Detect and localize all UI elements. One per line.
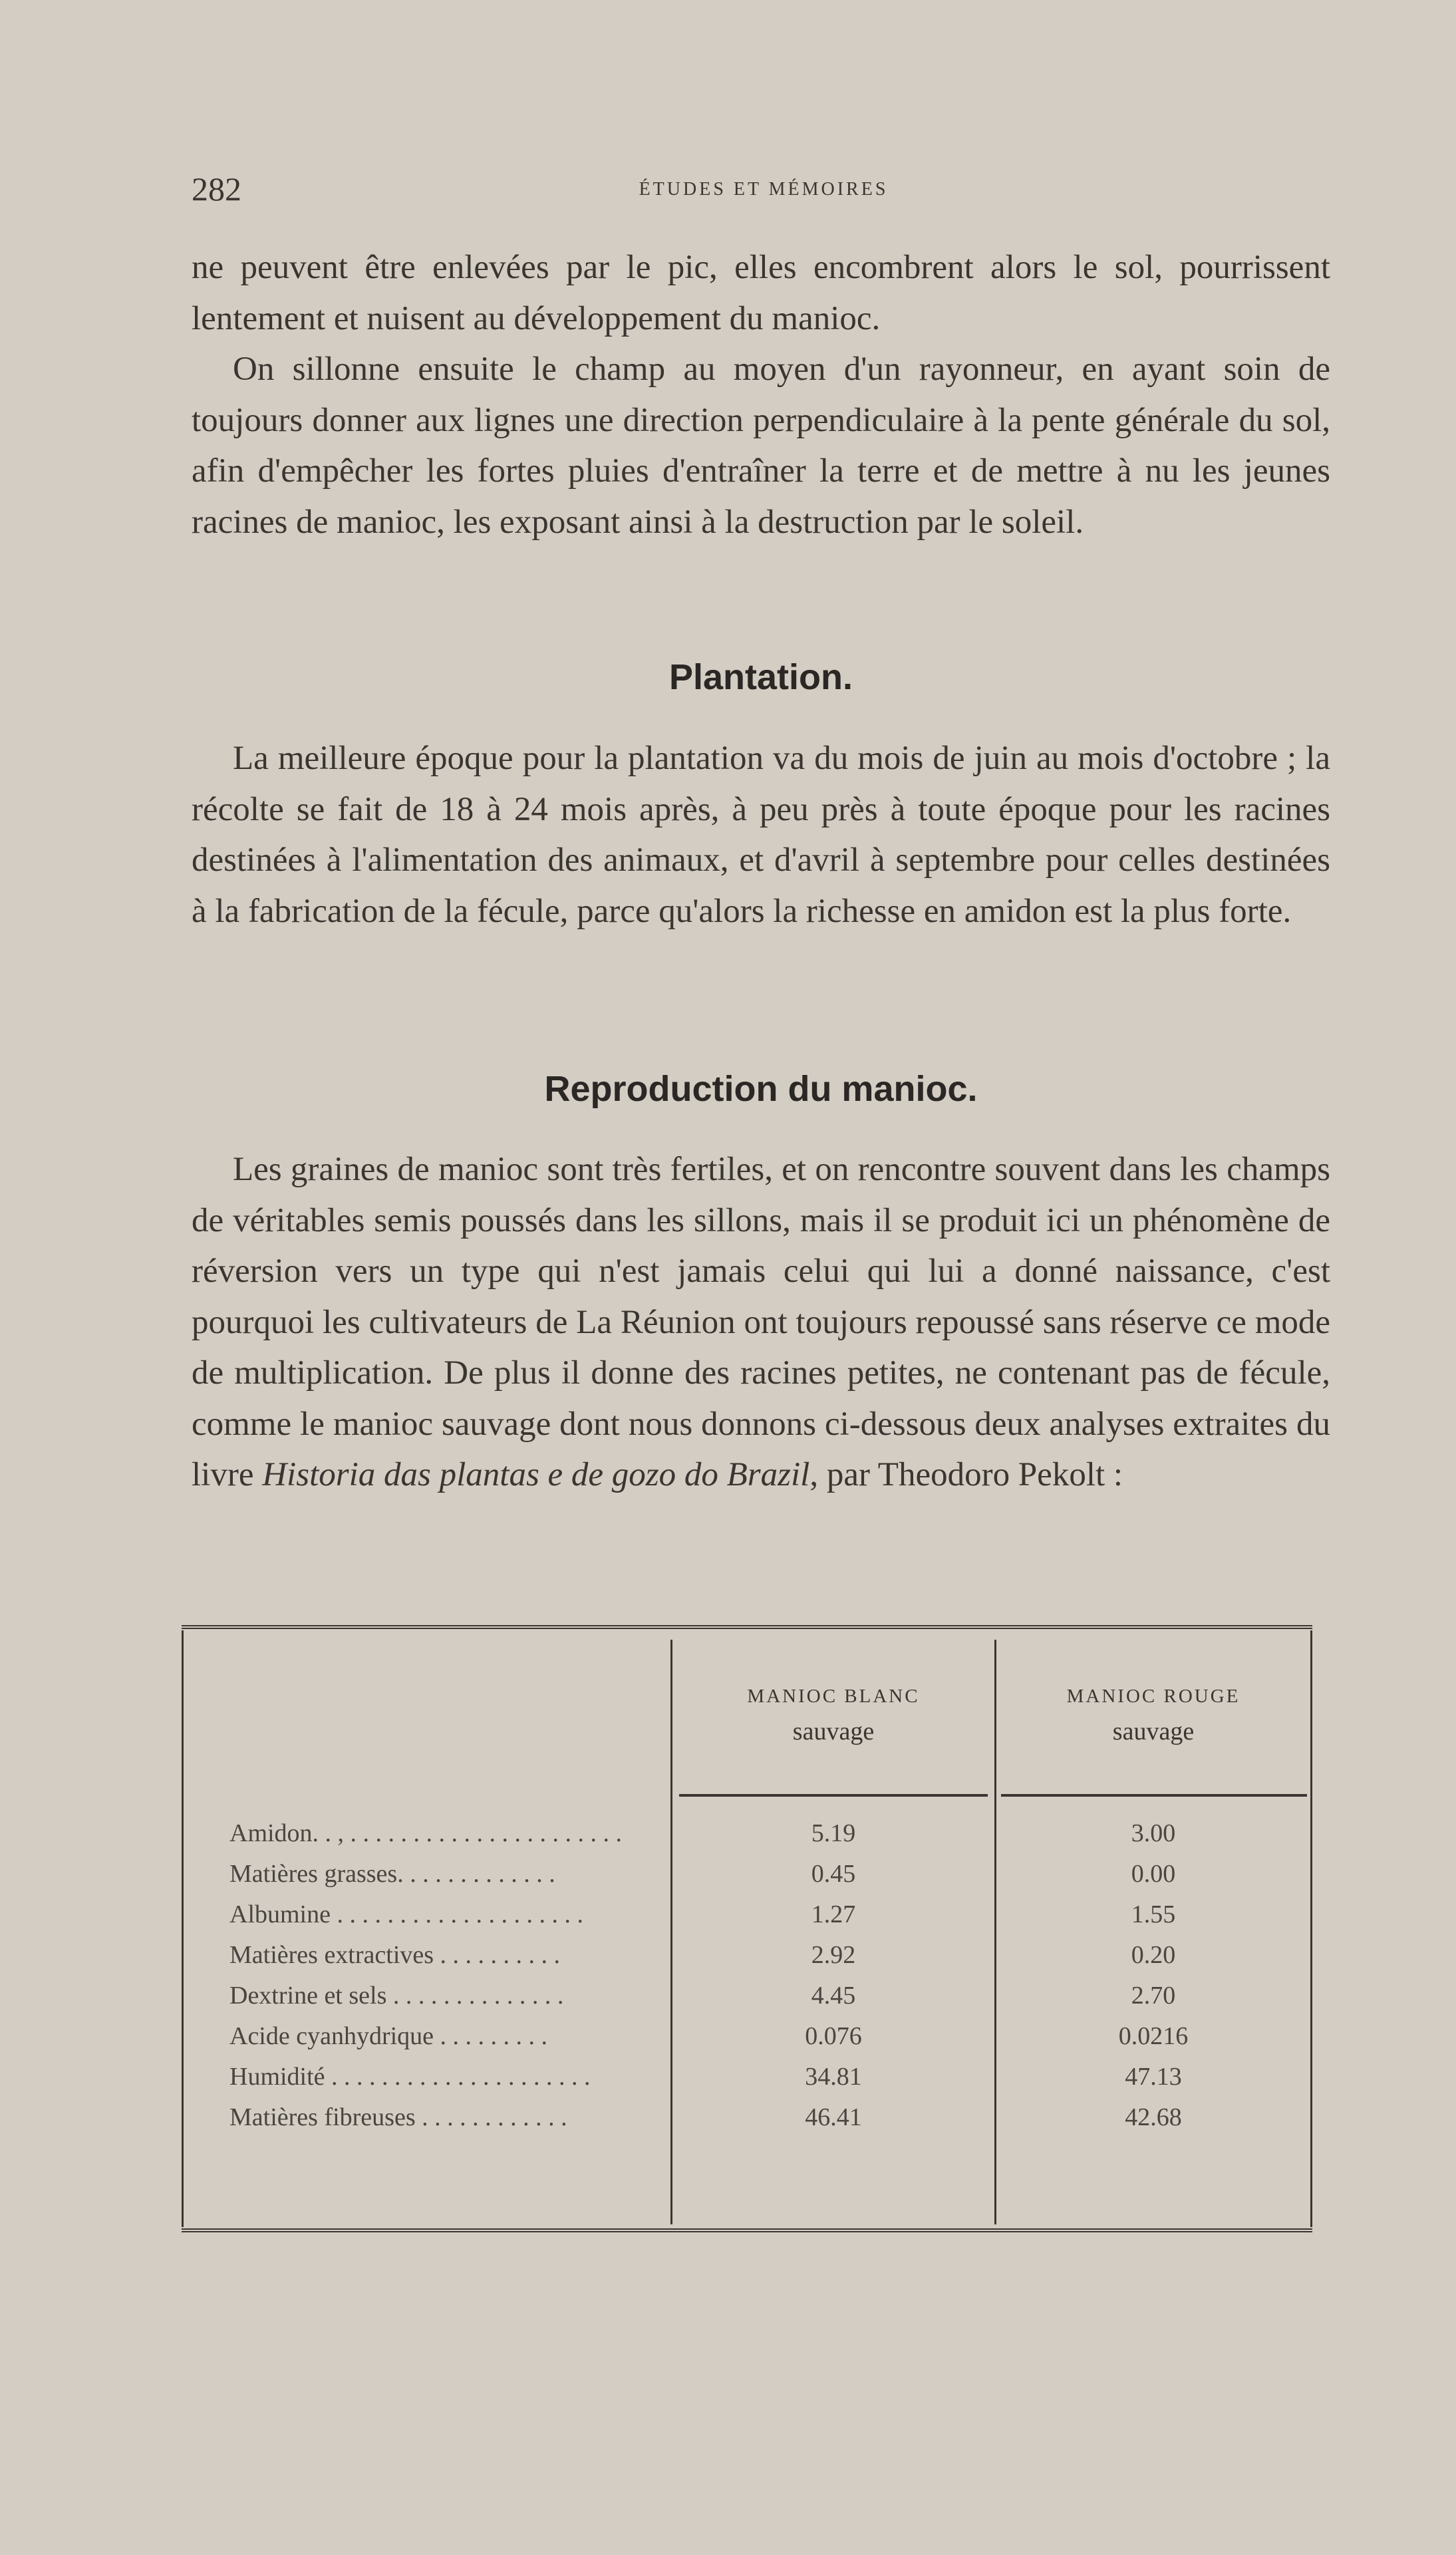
running-head: ÉTUDES ET MÉMOIRES [639, 179, 889, 200]
analysis-table [182, 1625, 1312, 2232]
value-rouge: 2.70 [1131, 1982, 1176, 2010]
column-subtitle: sauvage [792, 1718, 875, 1745]
row-label: Amidon. . , . . . . . . . . . . . . . . . . . . . . . . [229, 1819, 623, 1847]
section-heading-reproduction: Reproduction du manioc. [544, 1069, 978, 1109]
row-label: Humidité . . . . . . . . . . . . . . . . . . . . . [229, 2063, 591, 2091]
table-row [182, 2103, 1312, 2143]
value-blanc: 5.19 [811, 1819, 856, 1847]
value-blanc: 34.81 [805, 2063, 862, 2091]
paragraph: La meilleure époque pour la plantation va du mois de juin au mois d'octobre ; la récolte se fait de 18 à 24 mois après, à peu près à toute époque pour les racines destinées à l'alimentation des animaux, et d'avril à septembre pour celles destinées à la fabrication de la fécule, parce qu'alors la richesse en amidon est la plus forte. [192, 740, 1330, 930]
text-run: Les graines de manioc sont très fertiles, et on rencontre souvent dans les champs de véritables semis poussés dans les sillons, mais il se produit ici un phénomène de réversion vers un type qui n'est jamais celui qui lui a donné naissance, c'est pourquoi les cultivateurs de La Réunion ont toujours repoussé sans réserve ce mode de multiplication. De plus il donne des racines petites, ne contenant pas de fécule, comme le manioc sauvage dont nous donnons ci-dessous deux analyses extraites du livre [192, 1151, 1330, 1493]
table-row [182, 1819, 1312, 1859]
value-blanc: 0.45 [811, 1860, 856, 1888]
header-rule [679, 1794, 988, 1797]
table-row [182, 2062, 1312, 2103]
page-header [192, 170, 1336, 216]
column-header-rouge [997, 1686, 1310, 1746]
value-blanc: 0.076 [805, 2022, 862, 2050]
row-label: Albumine . . . . . . . . . . . . . . . . . . . . [229, 1900, 583, 1928]
row-label: Dextrine et sels . . . . . . . . . . . . . . [229, 1982, 564, 2010]
value-rouge: 42.68 [1125, 2103, 1182, 2131]
table-row [182, 1900, 1312, 1940]
value-blanc: 1.27 [811, 1900, 856, 1928]
value-rouge: 0.00 [1131, 1860, 1176, 1888]
row-label: Matières grasses. . . . . . . . . . . . . [229, 1860, 555, 1888]
row-label: Matières fibreuses . . . . . . . . . . . . [229, 2103, 567, 2131]
value-blanc: 4.45 [811, 1982, 856, 2010]
table-row [182, 1981, 1312, 2022]
table-row [182, 1859, 1312, 1900]
value-rouge: 0.20 [1131, 1941, 1176, 1969]
text-run: , par Theodoro Pekolt : [809, 1456, 1123, 1493]
value-blanc: 2.92 [811, 1941, 856, 1969]
table-row [182, 1940, 1312, 1981]
book-title: Historia das plantas e de gozo do Brazil [262, 1456, 810, 1493]
table-row [182, 2022, 1312, 2062]
value-rouge: 3.00 [1131, 1819, 1176, 1847]
reproduction-text [192, 1144, 1330, 1501]
intro-text [192, 242, 1330, 547]
column-header-blanc [674, 1686, 992, 1746]
paragraph: On sillonne ensuite le champ au moyen d'un rayonneur, en ayant soin de toujours donner aux lignes une direction perpendiculaire à la pente générale du sol, afin d'empêcher les fortes pluies d'entraîner la terre et de mettre à nu les jeunes racines de manioc, les exposant ainsi à la destruction par le soleil. [192, 351, 1330, 541]
value-blanc: 46.41 [805, 2103, 862, 2131]
row-label: Acide cyanhydrique . . . . . . . . . [229, 2022, 548, 2050]
value-rouge: 1.55 [1131, 1900, 1176, 1928]
row-label: Matières extractives . . . . . . . . . . [229, 1941, 561, 1969]
column-title: MANIOC BLANC [747, 1686, 920, 1707]
section-heading-plantation: Plantation. [668, 657, 853, 697]
column-subtitle: sauvage [1112, 1718, 1195, 1745]
page-number: 282 [192, 170, 241, 208]
header-rule [1001, 1794, 1307, 1797]
value-rouge: 0.0216 [1118, 2022, 1189, 2050]
plantation-text [192, 733, 1330, 937]
value-rouge: 47.13 [1125, 2063, 1182, 2091]
paragraph [192, 1144, 1330, 1501]
paragraph: ne peuvent être enlevées par le pic, elles encombrent alors le sol, pourrissent lentement et nuisent au développement du manioc. [192, 249, 1330, 337]
column-title: MANIOC ROUGE [1066, 1686, 1240, 1707]
